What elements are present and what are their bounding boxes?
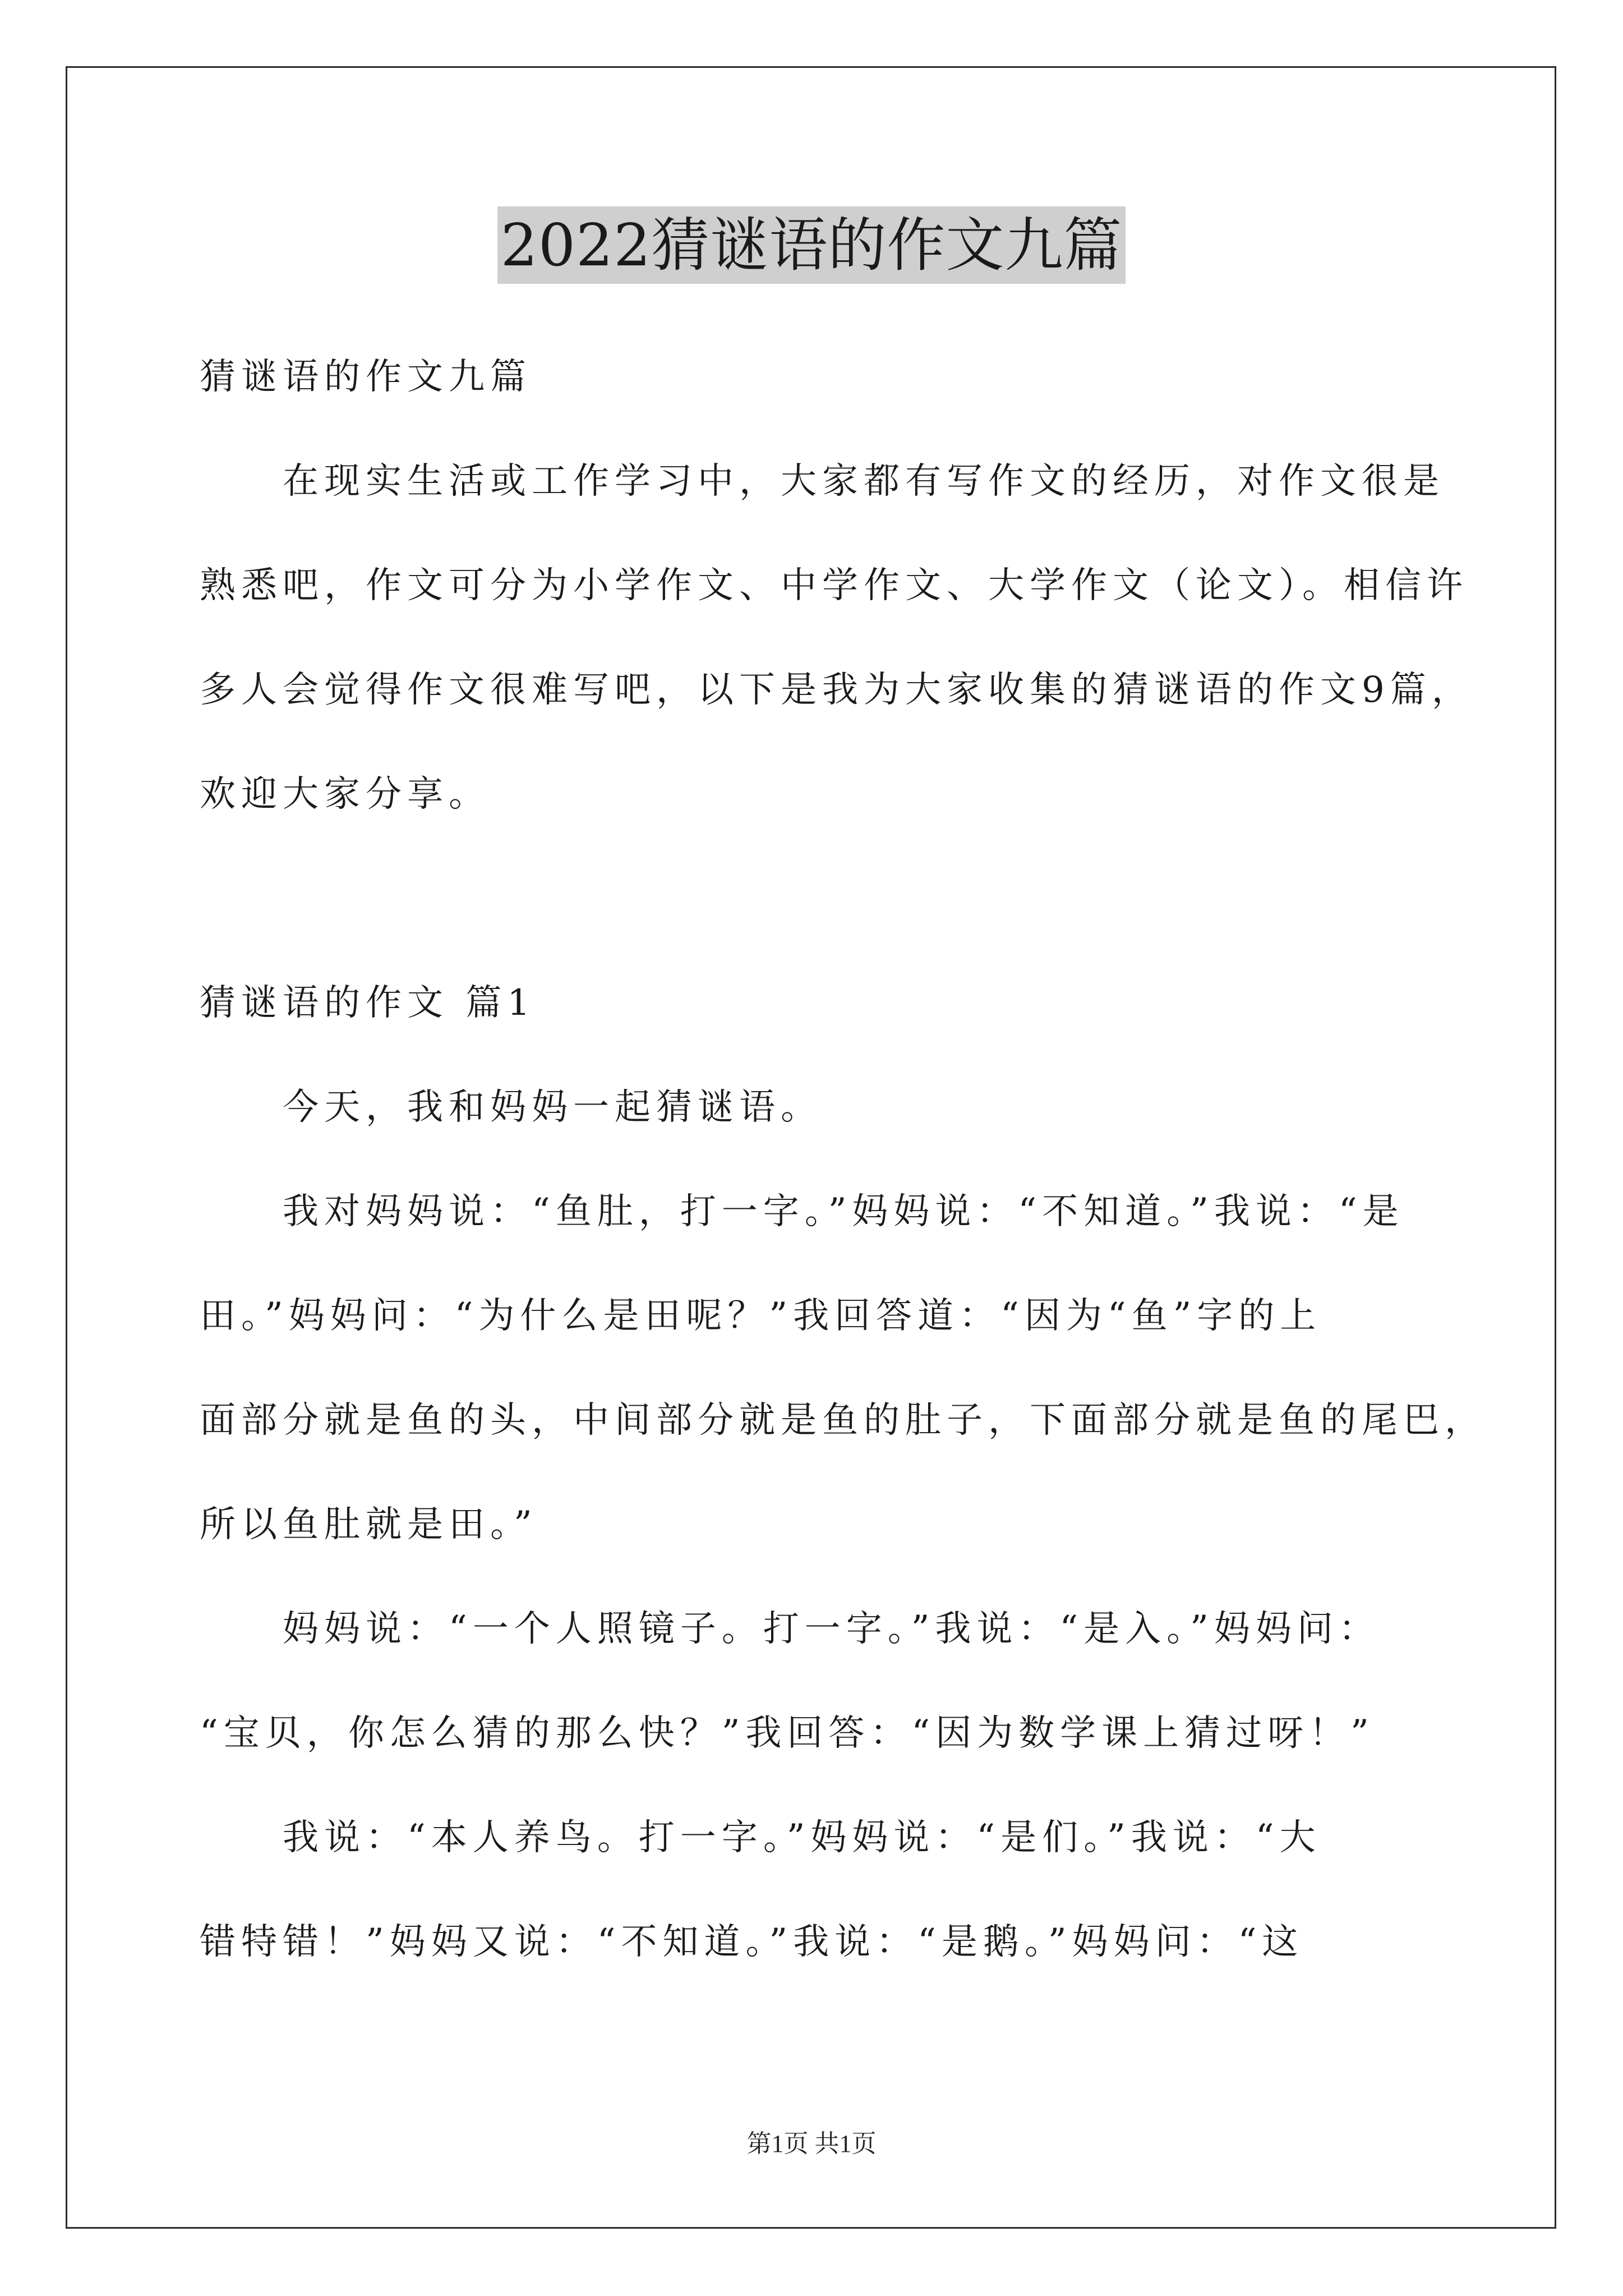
paragraph-line: 我对妈妈说：“鱼肚，打一字。”妈妈说：“不知道。”我说：“是 — [283, 1191, 1404, 1232]
paragraph-line: 熟悉吧，作文可分为小学作文、中学作文、大学作文（论文）。相信许 — [200, 565, 1468, 606]
subtitle-line: 猜谜语的作文九篇 — [200, 356, 532, 398]
paragraph-line: 我说：“本人养鸟。打一字。”妈妈说：“是们。”我说：“大 — [283, 1817, 1321, 1858]
paragraph-line: 今天，我和妈妈一起猜谜语。 — [283, 1087, 822, 1128]
document-body — [200, 355, 1486, 2024]
paragraph-line: 多人会觉得作文很难写吧，以下是我为大家收集的猜谜语的作文9篇， — [200, 669, 1473, 711]
page-footer: 第1页 共1页 — [746, 2130, 877, 2157]
title-container — [0, 206, 1623, 284]
paragraph-line: 田。”妈妈问：“为什么是田呢？”我回答道：“因为“鱼”字的上 — [200, 1295, 1322, 1337]
paragraph-line: 妈妈说：“一个人照镜子。打一字。”我说：“是入。”妈妈问： — [283, 1608, 1380, 1650]
paragraph-line: 错特错！”妈妈又说：“不知道。”我说：“是鹅。”妈妈问：“这 — [200, 1921, 1304, 1963]
paragraph-line: 所以鱼肚就是田。” — [200, 1504, 538, 1545]
paragraph-line: “宝贝，你怎么猜的那么快？”我回答：“因为数学课上猜过呀！” — [200, 1713, 1375, 1754]
paragraph-line: 面部分就是鱼的头，中间部分就是鱼的肚子，下面部分就是鱼的尾巴， — [200, 1400, 1486, 1441]
paragraph-line: 在现实生活或工作学习中，大家都有写作文的经历，对作文很是 — [283, 461, 1445, 502]
paragraph-line: 欢迎大家分享。 — [200, 774, 490, 815]
section-heading: 猜谜语的作文 篇1 — [200, 982, 536, 1024]
document-title: 2022猜谜语的作文九篇 — [497, 206, 1126, 284]
